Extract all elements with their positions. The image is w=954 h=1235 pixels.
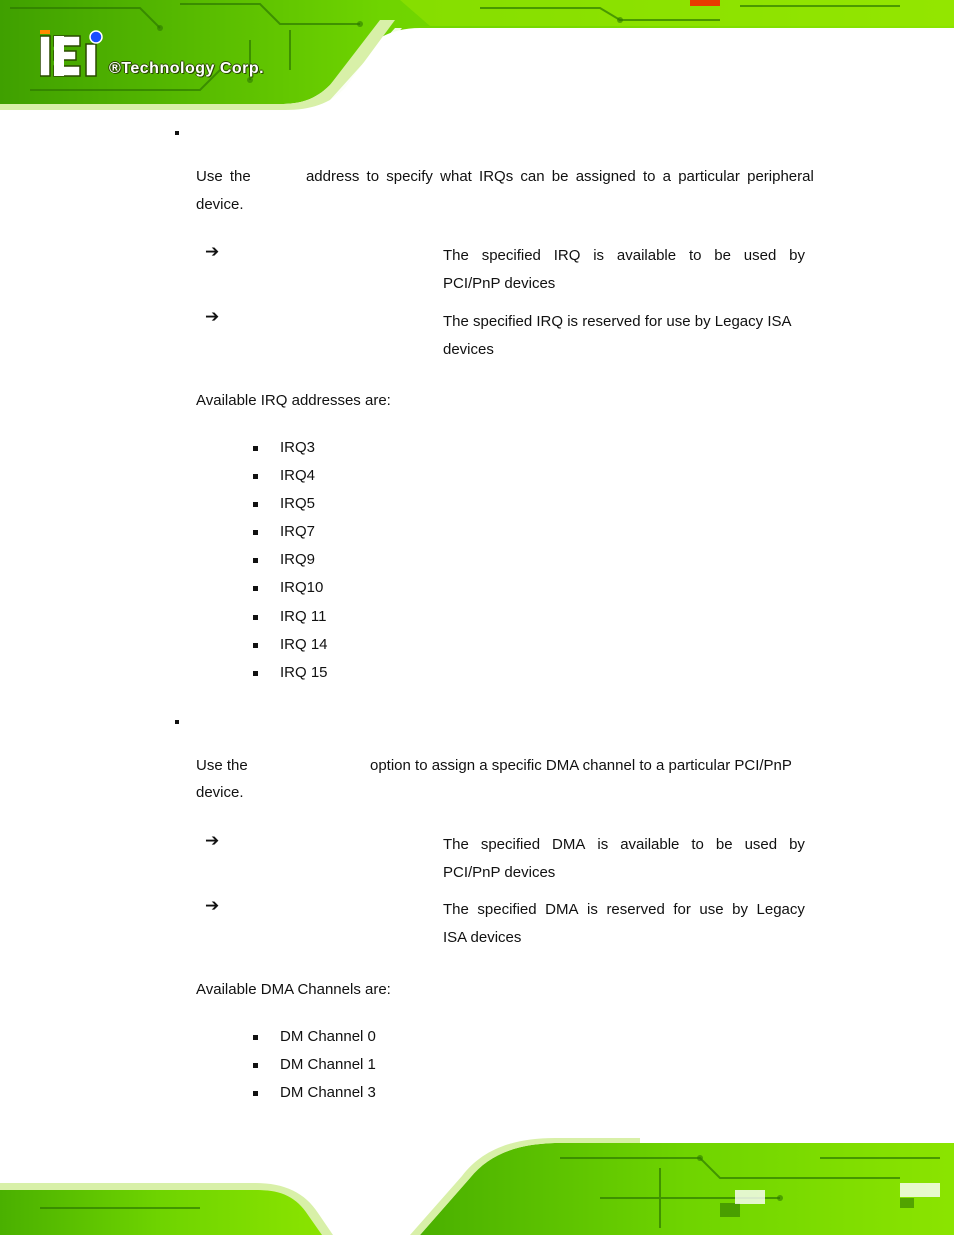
dma-intro-line2: device. [196, 784, 244, 801]
dma-intro-line1a: Use the [196, 757, 248, 774]
irq-intro-paragraph: Use the address to specify what IRQs can be assigned to a particular peripheral device. [196, 168, 814, 213]
arrow-icon: ➔ [205, 242, 220, 261]
arrow-icon: ➔ [205, 831, 220, 850]
brand-text: ®Technology Corp. [109, 60, 265, 77]
irq-option1-description: The specified IRQ is available to be used by PCI/PnP devices [443, 247, 805, 292]
iei-logo [40, 30, 106, 80]
section-bullet-irq [175, 131, 179, 135]
irq-list-heading: Available IRQ addresses are: [196, 392, 391, 409]
arrow-icon: ➔ [205, 896, 220, 915]
footer-banner [0, 1128, 954, 1235]
dma-option1-description: The specified DMA is available to be used by PCI/PnP devices [443, 836, 805, 881]
irq-option2-description: The specified IRQ is reserved for use by Legacy ISA devices [443, 313, 792, 358]
header-banner [0, 0, 954, 112]
dma-list-heading: Available DMA Channels are: [196, 981, 391, 998]
section-bullet-dma [175, 720, 179, 724]
arrow-icon: ➔ [205, 307, 220, 326]
dma-intro-line1b: option to assign a specific DMA channel to a particular PCI/PnP [370, 757, 792, 774]
dma-option2-description: The specified DMA is reserved for use by Legacy ISA devices [443, 901, 805, 946]
